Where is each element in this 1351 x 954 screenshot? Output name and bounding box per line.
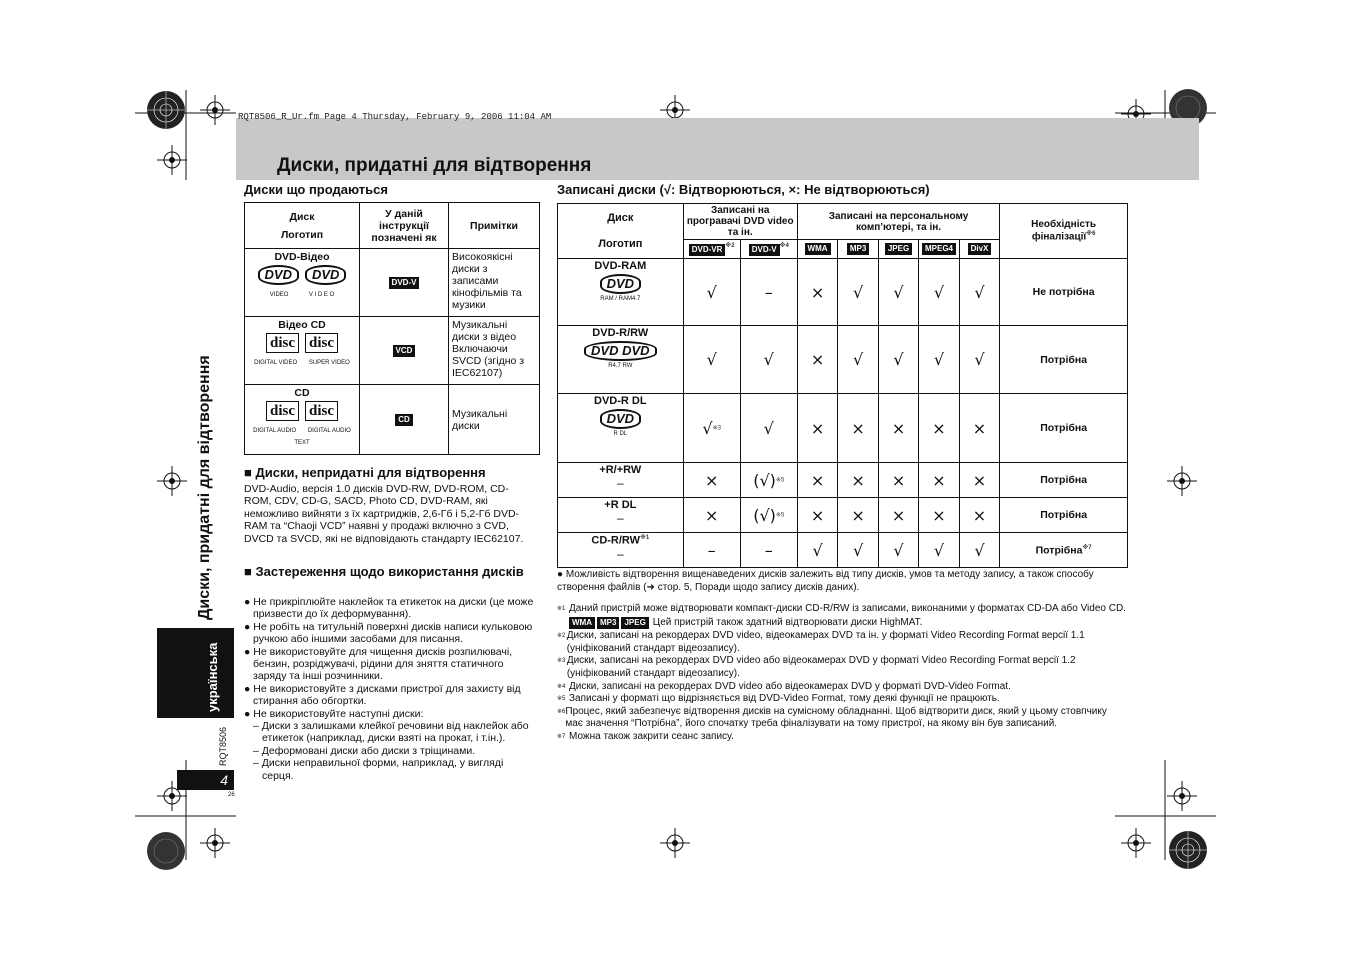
support-cell bbox=[919, 394, 959, 463]
cross-icon: × bbox=[851, 418, 865, 438]
finalization-cell bbox=[1000, 463, 1128, 498]
footnote-text: Можна також закрити сеанс запису. bbox=[569, 730, 734, 742]
check-icon: √ bbox=[706, 350, 717, 369]
col-final-text: Необхідність фіналізації bbox=[1031, 219, 1097, 243]
disc-name-text: DVD-RAM bbox=[594, 260, 647, 272]
note: Музикальні диски bbox=[449, 385, 540, 455]
footnote bbox=[557, 693, 1127, 706]
dash-icon: – bbox=[764, 282, 773, 302]
logo-caption: DIGITAL AUDIO TEXT bbox=[294, 428, 351, 446]
support-cell bbox=[683, 326, 740, 394]
highmat-text: Цей пристрій також здатний відтворювати диски HighMAT. bbox=[652, 616, 923, 628]
no-logo-dash: – bbox=[616, 511, 624, 525]
col-instr: У даній інструкції позначені як bbox=[360, 203, 449, 249]
paren-open: ( bbox=[655, 182, 664, 197]
dvd-logo-icon: DVD bbox=[600, 409, 641, 429]
footnote bbox=[557, 630, 1127, 655]
cross-icon: × bbox=[891, 505, 906, 525]
format-badge: WMA bbox=[805, 243, 831, 255]
disc-name-text: +R/+RW bbox=[599, 464, 642, 476]
tiny-number: 26 bbox=[228, 792, 235, 798]
cross-icon: × bbox=[932, 470, 946, 490]
disc-name: CD bbox=[294, 387, 310, 399]
registration-mark-icon bbox=[1167, 466, 1197, 496]
support-cell bbox=[683, 394, 740, 463]
footnote-text: Процес, який забезпечує відтворення дисків на сумісному обладнанні. Щоб відтворити диск, який у цьому стовпчику має значення “Потрібна”, його спочатку треба фіналізувати на тому пристрої, на якому він був записаний. bbox=[565, 705, 1107, 730]
disc-name bbox=[559, 464, 682, 476]
compact-disc-logo-icon: disc bbox=[305, 333, 338, 353]
cross-icon: × bbox=[891, 470, 906, 490]
check-icon: √ bbox=[812, 540, 823, 560]
disc-name bbox=[559, 534, 682, 547]
footnote-label: ※2 bbox=[557, 633, 566, 640]
table-row bbox=[558, 498, 1128, 533]
check-icon: √ bbox=[663, 182, 671, 197]
note: Високоякісні диски з записами кінофільмів та музики bbox=[449, 249, 540, 317]
cross-icon: × bbox=[810, 505, 825, 525]
language-tab bbox=[157, 628, 234, 718]
table-row bbox=[245, 249, 540, 317]
col-notes: Примітки bbox=[449, 203, 540, 249]
precaution-text: Не використовуйте для чищення дисків розпилювачі, бензин, розріджувачі, рідини для зняття статичного заряду та інші розчинники. bbox=[253, 645, 513, 683]
subheader-cell bbox=[683, 240, 740, 259]
support-cell bbox=[838, 498, 878, 533]
registration-mark-icon bbox=[157, 145, 187, 175]
table-row bbox=[558, 259, 1128, 326]
support-cell bbox=[919, 259, 959, 326]
sold-heading: Диски що продаються bbox=[244, 182, 388, 197]
compact-disc-logo-icon: disc bbox=[305, 401, 338, 421]
disc-name: Відео CD bbox=[278, 319, 326, 331]
disc-name bbox=[559, 395, 682, 407]
disc-cell bbox=[558, 533, 684, 568]
unplayable-text: DVD-Audio, версія 1.0 дисків DVD-RW, DVD-ROM, CD-ROM, CDV, CD-G, SACD, Photo CD, DVD-RAM, які неможливо вийняти з їх картриджів, 2,6-Гб і 5,2-Гб DVD-RAM та “Chaoji VCD” наявні у продажі включно з CVD, DVCD та SVCD, які не відповідають стандарту IEC62107. bbox=[244, 483, 524, 545]
support-cell bbox=[959, 259, 999, 326]
support-cell bbox=[740, 259, 797, 326]
subheader-cell bbox=[740, 240, 797, 259]
footnote-label: ※3 bbox=[557, 658, 566, 665]
disc-cell bbox=[558, 394, 684, 463]
col-disc: Диск bbox=[607, 212, 634, 224]
footnote-text: Записані у форматі що відрізняється від DVD-Video Format, тому деякі функції не працюють. bbox=[569, 693, 1000, 705]
sold-discs-table bbox=[244, 202, 540, 455]
check-icon: √ bbox=[763, 350, 774, 369]
support-cell bbox=[797, 259, 837, 326]
logo-caption: V I D E O bbox=[308, 292, 335, 298]
check-icon: √ bbox=[933, 540, 945, 560]
dvd-logo-icon: DVD bbox=[600, 274, 641, 294]
cross-icon: × bbox=[810, 470, 825, 490]
col-final bbox=[1000, 204, 1128, 259]
list-item: – Деформовані диски або диски з тріщинами. bbox=[253, 744, 476, 757]
support-cell bbox=[959, 463, 999, 498]
finalization-cell bbox=[1000, 259, 1128, 326]
check-icon: √ bbox=[974, 282, 985, 302]
precaution-text: Не робіть на титульній поверхні дисків написи кульковою ручкою або іншими засобами для писання. bbox=[253, 620, 533, 646]
dash-icon: – bbox=[764, 540, 773, 560]
list-item: ● Не використовуйте наступні диски: bbox=[244, 707, 424, 720]
disc-cell bbox=[558, 463, 684, 498]
precautions-heading: ■ Застереження щодо використання дисків bbox=[244, 564, 524, 579]
format-badge: JPEG bbox=[885, 243, 912, 255]
disc-cell bbox=[558, 498, 684, 533]
badge: DVD-V bbox=[389, 277, 420, 289]
cross-icon: × bbox=[810, 282, 825, 302]
support-cell bbox=[919, 463, 959, 498]
disc-name-text: +R DL bbox=[604, 499, 637, 511]
list-item: ● Не робіть на титульній поверхні дисків написи кульковою ручкою або іншими засобами для писання. bbox=[244, 620, 533, 646]
support-cell bbox=[838, 463, 878, 498]
cross-icon: × bbox=[851, 505, 865, 525]
dvd-video-logo-icon: DVD bbox=[305, 265, 346, 285]
footnote-label: ※7 bbox=[557, 733, 566, 740]
dvd-video-logo-icon: DVD bbox=[258, 265, 299, 285]
footnote-ref: ※5 bbox=[775, 477, 785, 484]
logo-caption: DIGITAL AUDIO bbox=[253, 428, 297, 434]
subheader-cell bbox=[959, 240, 999, 259]
format-badge: MPEG4 bbox=[922, 243, 956, 255]
format-badge: DivX bbox=[968, 243, 992, 255]
disc-cell bbox=[558, 326, 684, 394]
support-cell bbox=[683, 463, 740, 498]
disc-cell bbox=[558, 259, 684, 326]
list-item: – Диски неправильної форми, наприклад, у вигляді серця. bbox=[253, 757, 504, 782]
finalization-value: Потрібна bbox=[1040, 422, 1088, 434]
registration-mark-icon bbox=[1167, 781, 1197, 811]
support-cell bbox=[740, 463, 797, 498]
finalization-value: Потрібна bbox=[1035, 544, 1083, 557]
footnote-text: Диски, записані на рекордерах DVD video, відеокамерах DVD та ін. у форматі Video Recording Format версії 1.1 (уніфікований стандарт відеозапису). bbox=[566, 630, 1085, 654]
list-item: ● Не прикріплюйте наклейок та етикеток на диски (це може призвести до їх деформування). bbox=[244, 596, 534, 621]
format-badge: DVD-V bbox=[749, 244, 780, 256]
paren-close: ) bbox=[925, 182, 930, 197]
rosette-icon bbox=[146, 90, 186, 130]
check-icon: (√) bbox=[753, 470, 776, 490]
support-cell bbox=[919, 498, 959, 533]
cross-icon: × bbox=[972, 418, 987, 438]
precaution-text: Не використовуйте наступні диски: bbox=[253, 707, 424, 720]
table-row bbox=[245, 385, 540, 455]
finalization-cell bbox=[1000, 498, 1128, 533]
list-item: ● Не використовуйте з дисками пристрої для захисту від стирання або обгортки. bbox=[244, 682, 521, 708]
recorded-discs-table bbox=[557, 203, 1128, 568]
disc-name-text: CD-R/RW bbox=[591, 534, 641, 547]
footnote-text: Диски, записані на рекордерах DVD video або відеокамерах DVD у форматі DVD-Video Format. bbox=[569, 680, 1011, 692]
logo-caption: SUPER VIDEO bbox=[308, 360, 350, 366]
support-cell bbox=[797, 463, 837, 498]
disc-name bbox=[559, 327, 682, 339]
registration-mark-icon bbox=[200, 95, 230, 125]
format-badge: MP3 bbox=[597, 617, 619, 629]
subheader-cell bbox=[838, 240, 878, 259]
check-icon: √ bbox=[706, 282, 717, 302]
col-pc: Записані на персональному комп’ютері, та ін. bbox=[797, 204, 999, 240]
check-icon: (√) bbox=[753, 505, 776, 525]
support-cell bbox=[959, 394, 999, 463]
col-disc-logo bbox=[245, 203, 360, 249]
unplayable-heading-text: Диски, непридатні для відтворення bbox=[255, 465, 486, 480]
page-number: 4 bbox=[177, 770, 234, 790]
disc-name-text: DVD-R/RW bbox=[592, 327, 649, 339]
table-row bbox=[558, 533, 1128, 568]
logo-caption: VIDEO bbox=[269, 292, 289, 298]
main-note-text: Можливість відтворення вищенаведених дисків залежить від типу дисків, умов та методу запису, а також способу створення файлів (➜ стор. 5, Поради щодо запису дисків даних). bbox=[557, 569, 1094, 593]
cross-icon: × bbox=[810, 418, 825, 438]
check-icon: √ bbox=[852, 350, 864, 369]
registration-mark-icon bbox=[1121, 828, 1151, 858]
support-cell bbox=[838, 259, 878, 326]
disc-name-text: DVD-R DL bbox=[594, 395, 647, 407]
recorded-heading-text: Записані диски bbox=[557, 182, 656, 197]
footnote bbox=[557, 681, 1127, 694]
support-cell bbox=[919, 533, 959, 568]
note: Музикальні диски з відео Включаючи SVCD (згідно з IEC62107) bbox=[449, 317, 540, 385]
check-icon: √ bbox=[974, 350, 985, 369]
cross-icon: × bbox=[932, 505, 946, 525]
finalization-value: Не потрібна bbox=[1032, 286, 1095, 298]
check-icon: √ bbox=[763, 418, 774, 438]
table-row bbox=[245, 317, 540, 385]
support-cell bbox=[878, 259, 918, 326]
col-disc: Диск bbox=[289, 210, 315, 223]
disc-name bbox=[559, 260, 682, 272]
cross-icon: × bbox=[932, 418, 946, 438]
support-cell bbox=[683, 533, 740, 568]
footnotes bbox=[557, 603, 1127, 744]
check-icon: √ bbox=[893, 540, 904, 560]
table-row bbox=[558, 394, 1128, 463]
format-badge: JPEG bbox=[621, 617, 648, 629]
registration-mark-icon bbox=[157, 466, 187, 496]
col-logo: Логотип bbox=[280, 228, 324, 241]
subheader-cell bbox=[878, 240, 918, 259]
support-cell bbox=[797, 498, 837, 533]
footnote-label: ※5 bbox=[557, 696, 566, 703]
disc-name: DVD-Відео bbox=[274, 251, 330, 263]
page-title: Диски, придатні для відтворення bbox=[277, 155, 592, 176]
main-note: ● Можливість відтворення вищенаведених дисків залежить від типу дисків, умов та методу запису, а також способу створення файлів (➜ стор. 5, Поради щодо запису дисків даних). bbox=[557, 569, 1094, 593]
rosette-icon bbox=[1168, 830, 1208, 870]
disc-name bbox=[559, 499, 682, 511]
check-icon: √ bbox=[893, 350, 904, 369]
list-item: – Диски з залишками клейкої речовини від наклейок або етикеток (наприклад, диски взяті на прокат, і т.ін.). bbox=[253, 720, 529, 745]
check-icon: √ bbox=[893, 282, 904, 302]
cross-icon: × bbox=[788, 182, 797, 197]
cross-icon: × bbox=[704, 470, 719, 490]
precautions-list bbox=[244, 596, 536, 782]
footnote-label: ※1 bbox=[557, 606, 566, 612]
compact-disc-logo-icon: disc bbox=[266, 401, 299, 421]
legend-play: : Відтворюються, bbox=[670, 182, 789, 197]
footnote bbox=[557, 706, 1127, 731]
support-cell bbox=[740, 498, 797, 533]
footnote-ref: ※1 bbox=[640, 535, 650, 541]
recorded-heading bbox=[557, 182, 930, 197]
cross-icon: × bbox=[704, 505, 719, 525]
badge: VCD bbox=[393, 345, 416, 357]
list-item: ● Не використовуйте для чищення дисків розпилювачі, бензин, розріджувачі, рідини для зняття статичного заряду та інші розчинники. bbox=[244, 645, 513, 683]
finalization-cell bbox=[1000, 326, 1128, 394]
check-icon: √ bbox=[974, 540, 985, 560]
logo-caption: DIGITAL VIDEO bbox=[254, 360, 298, 366]
support-cell bbox=[878, 463, 918, 498]
finalization-value: Потрібна bbox=[1040, 474, 1088, 486]
footnote-ref: ※5 bbox=[775, 512, 785, 519]
footnote-ref: ※4 bbox=[779, 243, 789, 250]
footnote-text: Даний пристрій може відтворювати компакт-диски CD-R/RW із записами, виконаними у форматах CD-DA або Video CD. bbox=[569, 603, 1126, 614]
no-logo-dash: – bbox=[616, 546, 624, 561]
support-cell bbox=[878, 533, 918, 568]
support-cell bbox=[838, 533, 878, 568]
finalization-cell bbox=[1000, 394, 1128, 463]
check-icon: √ bbox=[702, 418, 713, 438]
col-disc-logo bbox=[558, 204, 684, 259]
footnote bbox=[557, 731, 1127, 744]
unplayable-heading: ■ Диски, непридатні для відтворення bbox=[244, 465, 486, 480]
logo-caption: RAM / RAM4.7 bbox=[600, 296, 641, 302]
support-cell bbox=[838, 326, 878, 394]
footnote-label: ※4 bbox=[557, 683, 566, 690]
check-icon: √ bbox=[852, 282, 864, 302]
language-label: українська bbox=[205, 642, 220, 712]
registration-mark-icon bbox=[200, 828, 230, 858]
footnote-ref: ※2 bbox=[725, 243, 735, 250]
footnote-text: Диски, записані на рекордерах DVD video або відеокамерах DVD у форматі Video Recording Format версії 1.2 (уніфікований стандарт відеозапису). bbox=[566, 655, 1076, 679]
support-cell bbox=[959, 498, 999, 533]
legend-noplay: : Не відтворюються bbox=[796, 182, 926, 197]
precaution-subtext: Деформовані диски або диски з тріщинами. bbox=[261, 744, 476, 757]
footnote bbox=[557, 655, 1127, 680]
support-cell bbox=[683, 259, 740, 326]
format-badge: WMA bbox=[569, 617, 595, 629]
col-logo: Логотип bbox=[598, 238, 643, 250]
finalization-value: Потрібна bbox=[1040, 353, 1088, 366]
footnote-ref: ※3 bbox=[712, 425, 721, 432]
finalization-cell bbox=[1000, 533, 1128, 568]
precaution-text: Не використовуйте з дисками пристрої для захисту від стирання або обгортки. bbox=[253, 682, 521, 708]
highmat-note bbox=[557, 617, 1127, 630]
badge: CD bbox=[395, 414, 413, 426]
col-player: Записані на програвачі DVD video та ін. bbox=[683, 204, 797, 240]
table-row bbox=[558, 463, 1128, 498]
support-cell bbox=[797, 326, 837, 394]
precaution-text: Не прикріплюйте наклейок та етикеток на диски (це може призвести до їх деформування). bbox=[253, 596, 534, 621]
footnote bbox=[557, 603, 1127, 616]
support-cell bbox=[797, 394, 837, 463]
support-cell bbox=[797, 533, 837, 568]
support-cell bbox=[959, 533, 999, 568]
no-logo-dash: – bbox=[616, 476, 624, 490]
finalization-value: Потрібна bbox=[1040, 509, 1088, 521]
table-row bbox=[558, 326, 1128, 394]
file-info: RQT8506_R_Ur.fm Page 4 Thursday, February 9, 2006 11:04 AM bbox=[238, 112, 552, 122]
format-badge: MP3 bbox=[847, 243, 869, 255]
cross-icon: × bbox=[891, 418, 906, 438]
dash-icon: – bbox=[707, 540, 716, 560]
support-cell bbox=[683, 498, 740, 533]
footnote-ref: ※6 bbox=[1086, 231, 1096, 238]
footnote-label: ※6 bbox=[557, 708, 566, 715]
support-cell bbox=[878, 498, 918, 533]
doc-code: RQT8506 bbox=[218, 726, 228, 766]
rosette-icon bbox=[146, 831, 186, 871]
footnote-ref: ※7 bbox=[1082, 544, 1092, 551]
cross-icon: × bbox=[972, 505, 987, 525]
support-cell bbox=[959, 326, 999, 394]
format-badge: DVD-VR bbox=[689, 244, 726, 256]
cross-icon: × bbox=[810, 350, 825, 369]
cross-icon: × bbox=[972, 470, 987, 490]
cross-icon: × bbox=[851, 470, 865, 490]
precaution-subtext: Диски неправильної форми, наприклад, у вигляді серця. bbox=[261, 757, 504, 782]
support-cell bbox=[878, 394, 918, 463]
subheader-cell bbox=[919, 240, 959, 259]
precautions-heading-text: Застереження щодо використання дисків bbox=[255, 564, 524, 579]
check-icon: √ bbox=[933, 282, 945, 302]
support-cell bbox=[740, 394, 797, 463]
check-icon: √ bbox=[852, 540, 864, 560]
logo-caption: R DL bbox=[613, 431, 628, 437]
check-icon: √ bbox=[933, 350, 945, 369]
precaution-subtext: Диски з залишками клейкої речовини від наклейок або етикеток (наприклад, диски взяті на прокат, і т.ін.). bbox=[261, 720, 529, 745]
support-cell bbox=[919, 326, 959, 394]
support-cell bbox=[740, 533, 797, 568]
logo-caption: R4.7 RW bbox=[608, 363, 633, 369]
subheader-cell bbox=[797, 240, 837, 259]
support-cell bbox=[838, 394, 878, 463]
support-cell bbox=[878, 326, 918, 394]
side-title: Диски, придатні для відтворення bbox=[196, 355, 213, 620]
compact-disc-logo-icon: disc bbox=[266, 333, 299, 353]
dvd-logo-icon: DVD DVD bbox=[584, 341, 657, 361]
support-cell bbox=[740, 326, 797, 394]
registration-mark-icon bbox=[660, 828, 690, 858]
